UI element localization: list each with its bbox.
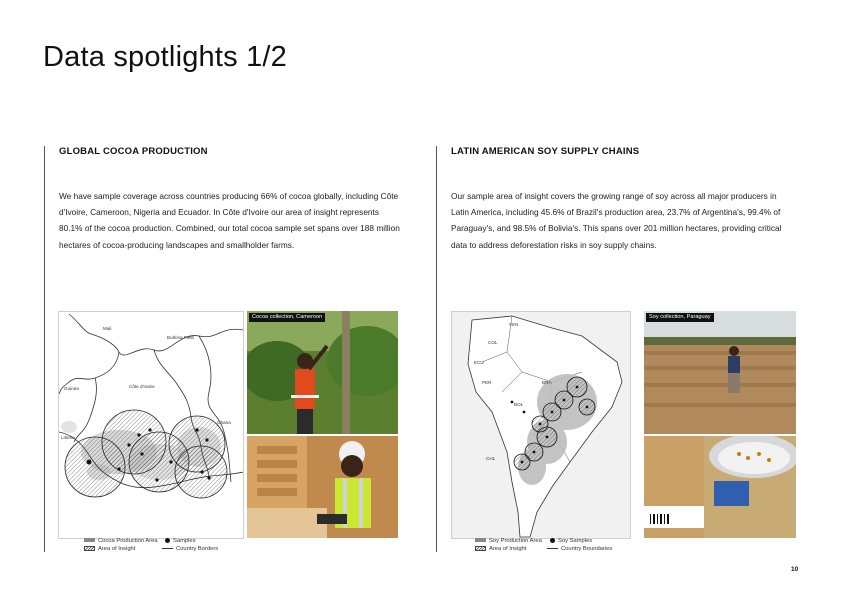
legend-cocoa-borders: Country Borders bbox=[162, 545, 218, 553]
legend-soy-production: Soy Production Area bbox=[475, 537, 542, 545]
label-ecu: ECU bbox=[474, 360, 484, 365]
legend-soy-insight: Area of Insight bbox=[475, 545, 526, 553]
page-title: Data spotlights 1/2 bbox=[43, 41, 287, 73]
border-line-swatch bbox=[162, 548, 173, 549]
cocoa-map-graphic bbox=[59, 312, 244, 539]
cocoa-photo-bottom bbox=[247, 436, 398, 538]
label-col: COL bbox=[488, 340, 498, 345]
label-cote-divoire: Côte d'Ivoire bbox=[129, 384, 155, 389]
production-swatch bbox=[475, 538, 486, 542]
label-guinea: Guinea bbox=[64, 386, 79, 391]
legend-cocoa-samples: Samples bbox=[162, 537, 196, 545]
label-bra: BRA bbox=[542, 380, 552, 385]
cocoa-body: We have sample coverage across countries producing 66% of cocoa globally, including Côte d'Ivoire, Cameroon, Nigeria and Ecuador. In Côte d'Ivoire our area of insight represents 80.1% of the cocoa production. Combined, our total cocoa sample set spans over 188 million hectares of cocoa-producing landscapes and smallholder farms. bbox=[59, 191, 400, 250]
label-ghana: Ghana bbox=[217, 420, 231, 425]
cocoa-photo-caption: Cocoa collection, Cameroon bbox=[249, 313, 325, 322]
cocoa-photo-top bbox=[247, 311, 398, 434]
cocoa-map bbox=[58, 311, 244, 539]
sample-dot-icon bbox=[550, 538, 555, 543]
legend-soy-samples: Soy Samples bbox=[547, 537, 592, 545]
soy-map bbox=[451, 311, 631, 539]
soy-section bbox=[436, 146, 806, 552]
label-chl: CHL bbox=[486, 456, 496, 461]
cocoa-heading: GLOBAL COCOA PRODUCTION bbox=[59, 146, 208, 157]
hatch-swatch bbox=[84, 546, 95, 551]
production-swatch bbox=[84, 538, 95, 542]
hatch-swatch bbox=[475, 546, 486, 551]
label-bol: BOL bbox=[514, 402, 524, 407]
label-ven: VEN bbox=[509, 322, 519, 327]
soy-photo-caption: Soy collection, Paraguay bbox=[646, 313, 714, 322]
soy-heading: LATIN AMERICAN SOY SUPPLY CHAINS bbox=[451, 146, 640, 157]
boundary-line-swatch bbox=[547, 548, 558, 549]
sample-dot-icon bbox=[165, 538, 170, 543]
cocoa-area-of-insight bbox=[65, 410, 227, 498]
page-number: 10 bbox=[791, 566, 799, 573]
soy-photo-bottom bbox=[644, 436, 796, 538]
label-mali: Mali bbox=[103, 326, 112, 331]
soy-photo-top bbox=[644, 311, 796, 434]
legend-soy-boundaries: Country Boundaries bbox=[547, 545, 612, 553]
label-liberia: Liberia bbox=[61, 435, 75, 440]
legend-cocoa-insight: Area of Insight bbox=[84, 545, 135, 553]
label-per: PER bbox=[482, 380, 492, 385]
cocoa-section bbox=[44, 146, 400, 552]
soy-body: Our sample area of insight covers the growing range of soy across all major producers in Latin America, including 45.6% of Brazil's production area, 23.7% of Argentina's, 99.4% of Paraguay's, and 98.5% of Bolivia's. This spans over 201 million hectares, providing critical data to address deforestation risks in soy supply chains. bbox=[451, 191, 782, 250]
legend-cocoa-production: Cocoa Production Area bbox=[84, 537, 158, 545]
soy-map-graphic bbox=[452, 312, 631, 539]
label-burkina-faso: Burkina Faso bbox=[167, 335, 195, 340]
